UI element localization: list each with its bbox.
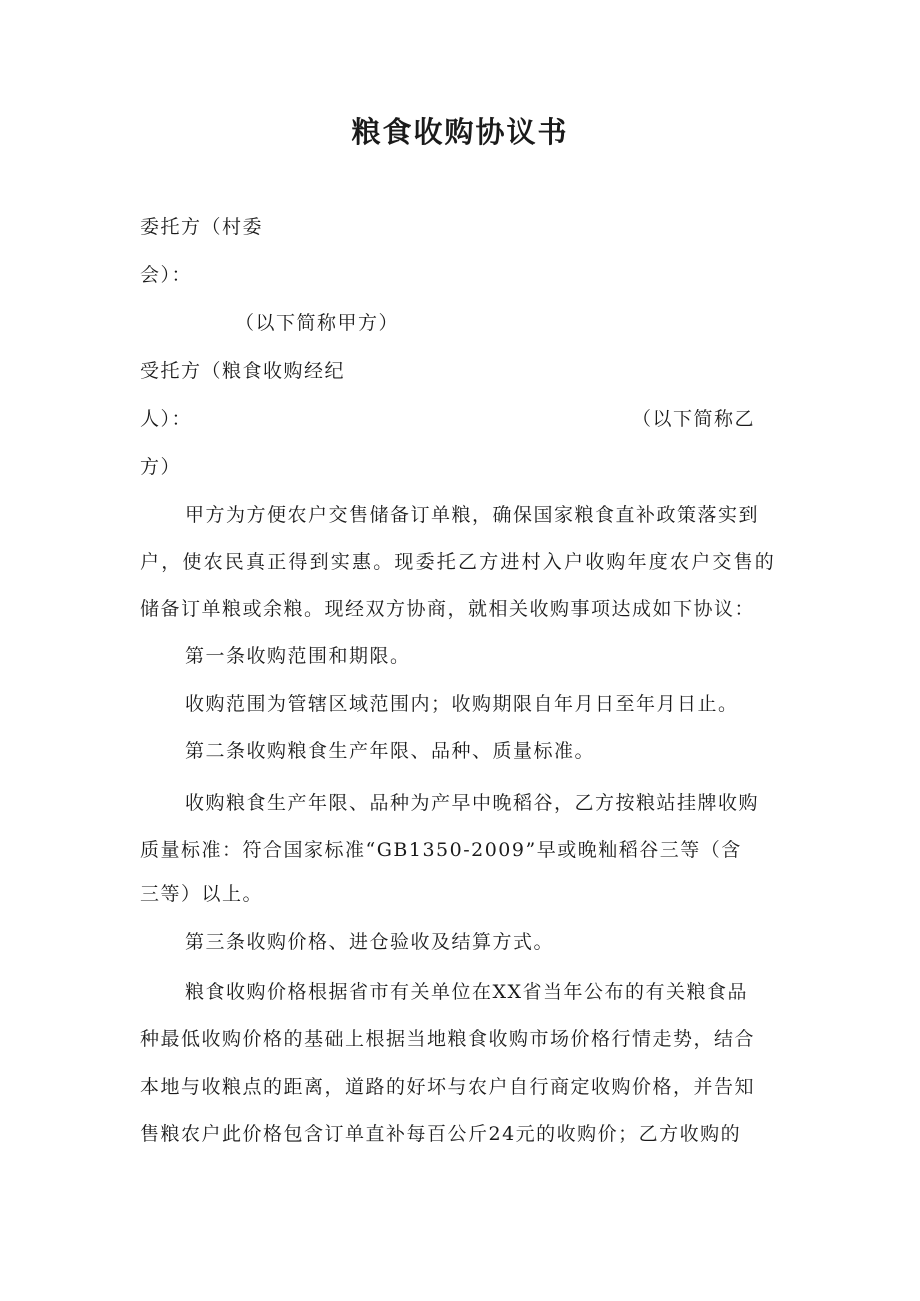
article3-body-line4: 售粮农户此价格包含订单直补每百公斤24元的收购价；乙方收购的 bbox=[140, 1123, 742, 1145]
article3-heading: 第三条收购价格、进仓验收及结算方式。 bbox=[185, 931, 555, 953]
article2-body-line3: 三等）以上。 bbox=[140, 883, 264, 905]
article2-heading: 第二条收购粮食生产年限、品种、质量标准。 bbox=[185, 740, 596, 762]
preamble-line2: 户，使农民真正得到实惠。现委托乙方进村入户收购年度农户交售的 bbox=[140, 551, 777, 573]
party-b-alias-line1: （以下简称乙 bbox=[632, 408, 756, 430]
party-a-alias: （以下简称甲方） bbox=[235, 312, 400, 334]
party-a-label-line1: 委托方（村委 bbox=[140, 216, 264, 238]
article1-body: 收购范围为管辖区域范围内；收购期限自年月日至年月日止。 bbox=[185, 693, 739, 715]
article2-body-line2: 质量标准：符合国家标准“GB1350-2009”早或晚籼稻谷三等（含 bbox=[140, 839, 742, 861]
preamble-line3: 储备订单粮或余粮。现经双方协商，就相关收购事项达成如下协议： bbox=[140, 598, 756, 620]
preamble-line1: 甲方为方便农户交售储备订单粮，确保国家粮食直补政策落实到 bbox=[185, 504, 760, 526]
article2-body-line1: 收购粮食生产年限、品种为产早中晚稻谷，乙方按粮站挂牌收购 bbox=[185, 792, 760, 814]
party-a-label-line2: 会）： bbox=[140, 264, 193, 286]
article1-heading: 第一条收购范围和期限。 bbox=[185, 645, 411, 667]
article3-body-line2: 种最低收购价格的基础上根据当地粮食收购市场价格行情走势，结合 bbox=[140, 1028, 756, 1050]
party-b-label-line2: 人）： bbox=[140, 408, 193, 430]
party-b-alias-line2: 方） bbox=[140, 456, 182, 478]
article3-body-line1: 粮食收购价格根据省市有关单位在XX省当年公布的有关粮食品 bbox=[185, 981, 749, 1003]
article3-body-line3: 本地与收粮点的距离，道路的好坏与农户自行商定收购价格，并告知 bbox=[140, 1076, 756, 1098]
document-title: 粮食收购协议书 bbox=[351, 115, 569, 149]
party-b-label-line1: 受托方（粮食收购经纪 bbox=[140, 360, 346, 382]
